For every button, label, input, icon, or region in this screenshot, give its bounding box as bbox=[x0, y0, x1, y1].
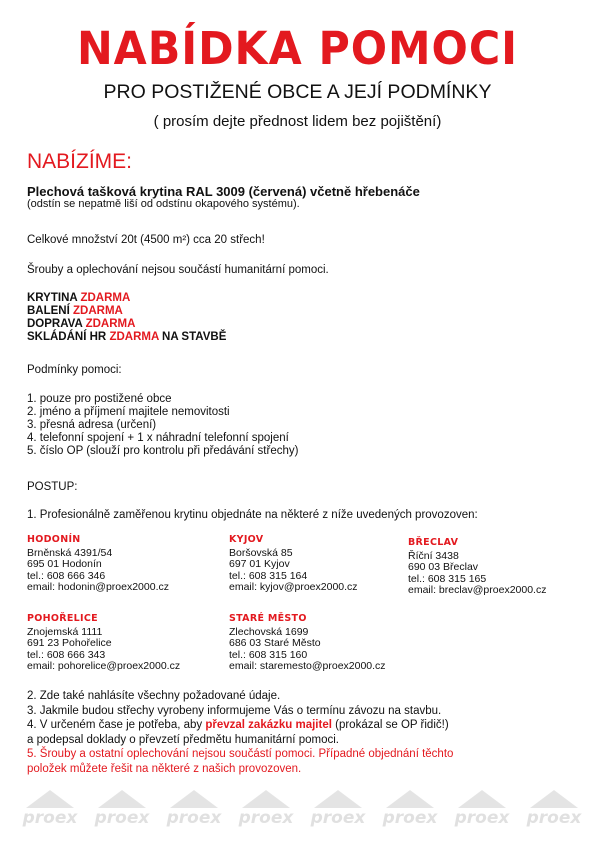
product-section bbox=[27, 185, 420, 211]
free-item: KRYTINA ZDARMA bbox=[27, 292, 131, 304]
office-phone: tel.: 608 315 160 bbox=[229, 648, 308, 661]
product-title: Plechová tašková krytina RAL 3009 (červená) včetně hřebenáče bbox=[27, 184, 420, 199]
list-item: 3. přesná adresa (určení) bbox=[27, 419, 157, 431]
list-item: 5. číslo OP (slouží pro kontrolu při předávání střechy) bbox=[27, 445, 299, 457]
office-street: Zlechovská 1699 bbox=[229, 625, 309, 638]
procedure-step-4: 4. V určeném čase je potřeba, aby převzal zakázku majitel (prokázal se OP řidič!) bbox=[27, 719, 449, 731]
product-note: (odstín se nepatmě liší od odstínu okapového systému). bbox=[27, 198, 300, 210]
procedure-steps-rest bbox=[27, 689, 453, 776]
procedure-step-5-cont: položek můžete řešit na některé z našich provozoven. bbox=[27, 762, 302, 775]
office-pohorelice bbox=[27, 613, 180, 673]
office-name: POHOŘELICE bbox=[27, 613, 98, 624]
office-stare-mesto bbox=[229, 613, 386, 673]
office-phone: tel.: 608 315 164 bbox=[229, 569, 308, 582]
proex-logo-icon: proex bbox=[310, 788, 366, 834]
owner-pickup-highlight: převzal zakázku majitel bbox=[205, 719, 332, 731]
office-email[interactable]: email: breclav@proex2000.cz bbox=[408, 584, 547, 596]
office-name: KYJOV bbox=[229, 534, 264, 545]
procedure-step-5: 5. Šrouby a ostatní oplechování nejsou součástí pomoci. Případné objednání těchto bbox=[27, 748, 454, 760]
procedure-step-3: 3. Jakmile budou střechy vyrobeny informujeme Vás o termínu závozu na stavbu. bbox=[27, 704, 442, 717]
list-item: 2. jméno a příjmení majitele nemovitosti bbox=[27, 406, 230, 418]
office-city: 686 03 Staré Město bbox=[229, 637, 321, 649]
office-street: Boršovská 85 bbox=[229, 546, 293, 559]
procedure-heading: POSTUP: bbox=[27, 481, 78, 493]
proex-logo-icon: proex bbox=[454, 788, 510, 834]
free-item: BALENÍ ZDARMA bbox=[27, 305, 123, 317]
office-breclav bbox=[408, 537, 546, 597]
conditions-list bbox=[27, 393, 298, 458]
procedure-step-1: 1. Profesionálně zaměřenou krytinu objednáte na některé z níže uvedených provozoven: bbox=[27, 509, 478, 521]
office-email[interactable]: email: staremesto@proex2000.cz bbox=[229, 660, 386, 672]
page-subtitle: PRO POSTIŽENÉ OBCE A JEJÍ PODMÍNKY bbox=[103, 81, 492, 103]
screws-text: Šrouby a oplechování nejsou součástí humanitární pomoci. bbox=[27, 264, 329, 276]
office-email[interactable]: email: kyjov@proex2000.cz bbox=[229, 581, 358, 593]
office-city: 690 03 Břeclav bbox=[408, 561, 479, 573]
office-street: Znojemská 1111 bbox=[27, 625, 103, 638]
office-name: STARÉ MĚSTO bbox=[229, 613, 307, 624]
quantity-text: Celkové množství 20t (4500 m²) cca 20 střech! bbox=[27, 234, 265, 246]
page-title: NABÍDKA POMOCI bbox=[76, 22, 519, 75]
office-email[interactable]: email: pohorelice@proex2000.cz bbox=[27, 660, 181, 672]
proex-watermark-row bbox=[22, 784, 582, 834]
office-kyjov bbox=[229, 534, 358, 594]
list-item: 4. telefonní spojení + 1 x náhradní telefonní spojení bbox=[27, 432, 289, 444]
proex-logo-icon: proex bbox=[238, 788, 294, 834]
office-phone: tel.: 608 666 346 bbox=[27, 569, 106, 582]
free-items-list bbox=[27, 292, 226, 344]
office-city: 691 23 Pohořelice bbox=[27, 637, 112, 649]
office-phone: tel.: 608 666 343 bbox=[27, 648, 106, 661]
free-item: SKLÁDÁNÍ HR ZDARMA NA STAVBĚ bbox=[27, 331, 227, 343]
office-hodonin bbox=[27, 534, 169, 594]
office-name: BŘECLAV bbox=[408, 537, 459, 548]
free-item: DOPRAVA ZDARMA bbox=[27, 318, 136, 330]
office-street: Říční 3438 bbox=[408, 549, 459, 562]
proex-logo-icon: proex bbox=[22, 788, 78, 834]
office-street: Brněnská 4391/54 bbox=[27, 546, 113, 559]
conditions-heading: Podmínky pomoci: bbox=[27, 364, 122, 376]
office-city: 697 01 Kyjov bbox=[229, 558, 290, 570]
office-city: 695 01 Hodonín bbox=[27, 558, 102, 570]
proex-logo-icon: proex bbox=[526, 788, 582, 834]
proex-logo-icon: proex bbox=[382, 788, 438, 834]
proex-logo-icon: proex bbox=[166, 788, 222, 834]
office-name: HODONÍN bbox=[27, 534, 81, 545]
office-phone: tel.: 608 315 165 bbox=[408, 572, 487, 585]
procedure-step-2: 2. Zde také nahlásíte všechny požadované údaje. bbox=[27, 690, 281, 702]
procedure-step-4-cont: a podepsal doklady o převzetí předmětu humanitární pomoci. bbox=[27, 733, 339, 746]
list-item: 1. pouze pro postižené obce bbox=[27, 393, 172, 405]
office-email[interactable]: email: hodonin@proex2000.cz bbox=[27, 581, 169, 593]
proex-logo-icon: proex bbox=[94, 788, 150, 834]
priority-note: ( prosím dejte přednost lidem bez pojištění) bbox=[153, 113, 442, 130]
offer-heading: NABÍZÍME: bbox=[27, 150, 133, 173]
